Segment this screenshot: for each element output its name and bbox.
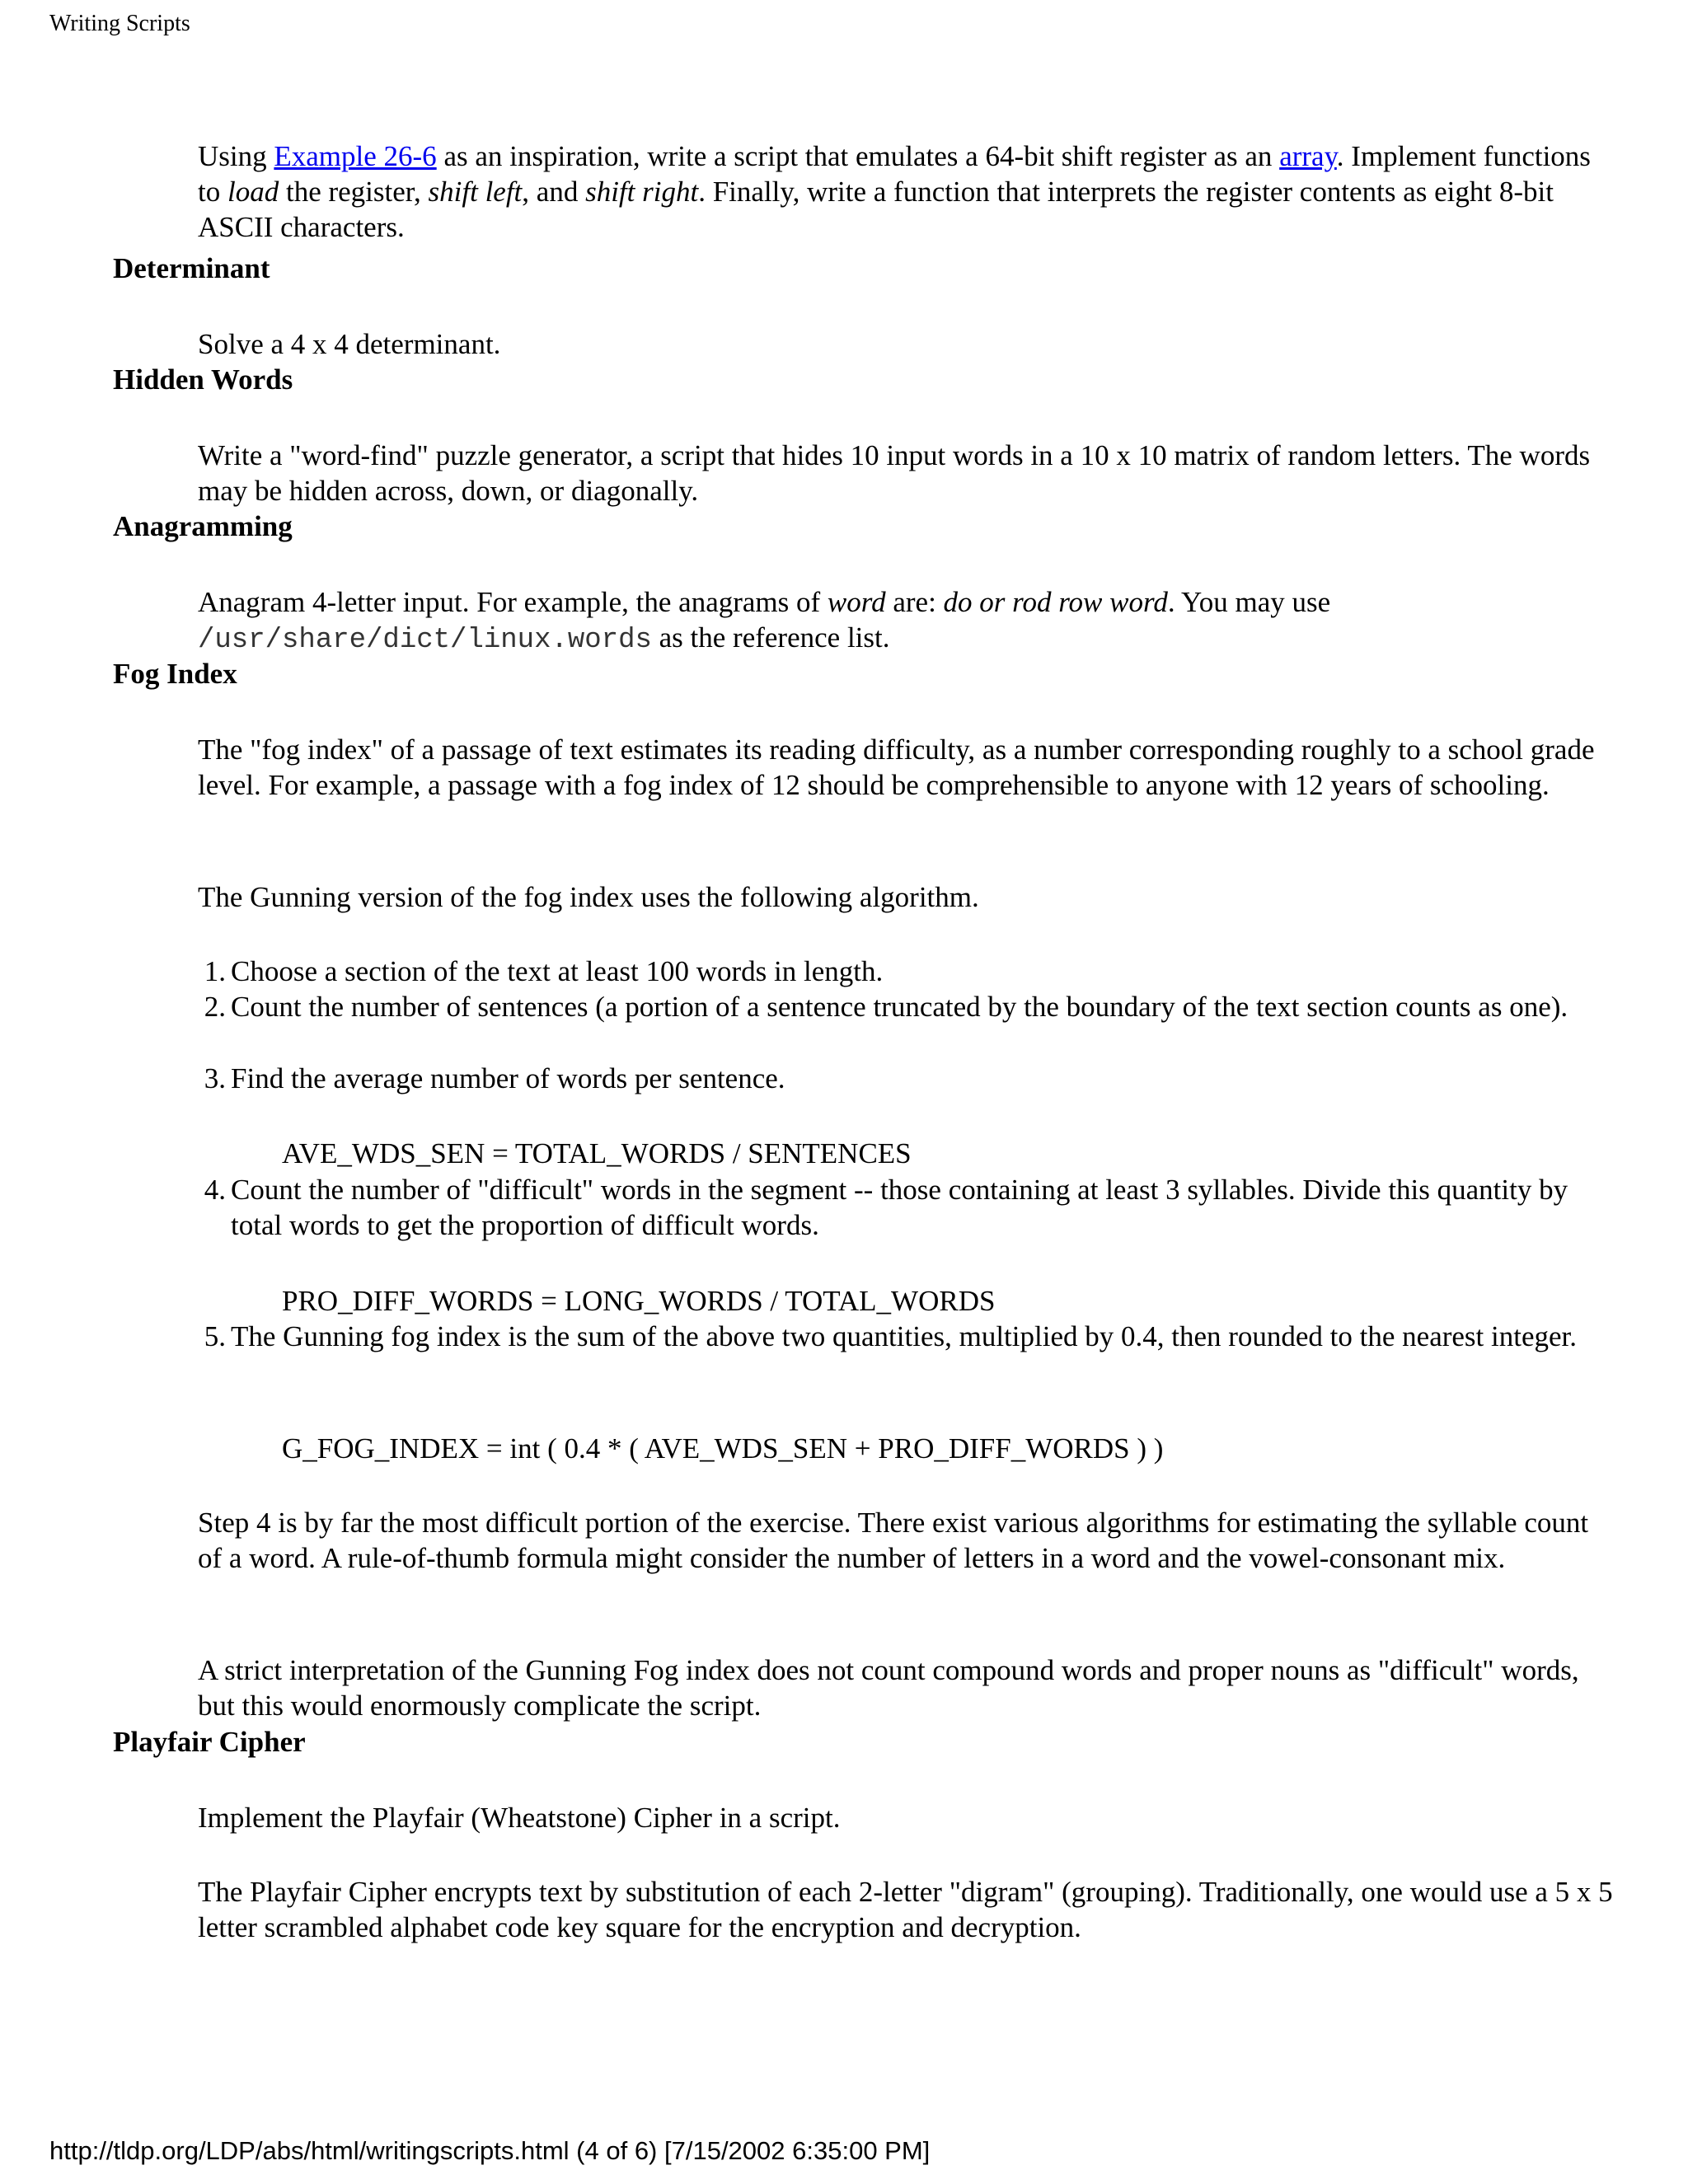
intro-text-1: Using [198, 140, 274, 172]
step-text: Count the number of "difficult" words in the segment -- those containing at least 3 syllables. Divide this quantity by total words to get the proportion of difficult words. [231, 1174, 1568, 1241]
step-number: 3. [204, 1062, 226, 1094]
hidden-words-term: Hidden Words [113, 363, 293, 396]
step-text: The Gunning fog index is the sum of the above two quantities, multiplied by 0.4, then rounded to the nearest integer. [231, 1320, 1578, 1352]
anagram-text-1: Anagram 4-letter input. For example, the anagrams of [198, 586, 828, 618]
algorithm-step-2 [204, 989, 1624, 1024]
ave-wds-sen-formula: AVE_WDS_SEN = TOTAL_WORDS / SENTENCES [282, 1137, 912, 1169]
playfair-cipher-term: Playfair Cipher [113, 1726, 306, 1758]
fog-index-paragraph-4: A strict interpretation of the Gunning Fog index does not count compound words and proper nouns as "difficult" words, but this would enormously complicate the script. [198, 1654, 1579, 1722]
intro-text-2: as an inspiration, write a script that emulates a 64-bit shift register as an [436, 140, 1280, 172]
anagramming-term: Anagramming [113, 510, 293, 542]
g-fog-index-formula: G_FOG_INDEX = int ( 0.4 * ( AVE_WDS_SEN + PRO_DIFF_WORDS ) ) [282, 1432, 1164, 1465]
step-text: Count the number of sentences (a portion of a sentence truncated by the boundary of the text section counts as one). [231, 991, 1568, 1023]
shift-right-emphasis: shift right [585, 176, 699, 208]
page-header-title: Writing Scripts [49, 11, 190, 36]
determinant-term: Determinant [113, 252, 270, 284]
algorithm-step-4 [204, 1172, 1624, 1243]
pro-diff-words-formula: PRO_DIFF_WORDS = LONG_WORDS / TOTAL_WORDS [282, 1285, 996, 1317]
load-emphasis: load [227, 176, 279, 208]
hidden-words-description: Write a "word-find" puzzle generator, a script that hides 10 input words in a 10 x 10 matrix of random letters. The words may be hidden across, down, or diagonally. [198, 439, 1591, 507]
anagram-text-4: as the reference list. [651, 621, 890, 654]
fog-index-paragraph-1: The "fog index" of a passage of text estimates its reading difficulty, as a number corresponding roughly to a school grade level. For example, a passage with a fog index of 12 should be comprehensible to anyone with 12 years of schooling. [198, 733, 1595, 801]
shift-register-description [198, 138, 1615, 245]
algorithm-step-5 [204, 1319, 1624, 1354]
example-26-6-link[interactable]: Example 26-6 [274, 140, 437, 172]
anagram-text-3: . You may use [1167, 586, 1331, 618]
intro-text-5: , and [522, 176, 586, 208]
playfair-paragraph-1: Implement the Playfair (Wheatstone) Cipher in a script. [198, 1802, 841, 1834]
shift-left-emphasis: shift left [428, 176, 523, 208]
step-text: Find the average number of words per sentence. [231, 1062, 785, 1094]
algorithm-step-1 [204, 954, 1624, 989]
anagram-list-emphasis: do or rod row word [943, 586, 1168, 618]
determinant-description: Solve a 4 x 4 determinant. [198, 328, 501, 360]
dictionary-path-code: /usr/share/dict/linux.words [198, 625, 652, 656]
intro-text-4: the register, [279, 176, 429, 208]
array-link[interactable]: array [1279, 140, 1337, 172]
fog-index-paragraph-3: Step 4 is by far the most difficult portion of the exercise. There exist various algorithms for estimating the syllable count of a word. A rule-of-thumb formula might consider the number of letters in a word and the vowel-consonant mix. [198, 1507, 1589, 1574]
step-number: 5. [204, 1320, 226, 1352]
playfair-paragraph-2: The Playfair Cipher encrypts text by substitution of each 2-letter "digram" (grouping). Traditionally, one would use a 5 x 5 letter scrambled alphabet code key square for the encryption and decryption. [198, 1876, 1613, 1943]
step-number: 2. [204, 991, 226, 1023]
anagram-text-2: are: [885, 586, 944, 618]
intro-text-3: . Implement functions to [198, 140, 1591, 208]
step-number: 1. [204, 955, 226, 987]
algorithm-step-3 [204, 1061, 1624, 1096]
fog-index-term: Fog Index [113, 658, 237, 690]
anagramming-description [198, 584, 1615, 658]
word-emphasis: word [827, 586, 886, 618]
intro-text-6: . Finally, write a function that interprets the register contents as eight 8-bit ASCII characters. [198, 176, 1554, 243]
step-text: Choose a section of the text at least 100 words in length. [231, 955, 884, 987]
step-number: 4. [204, 1174, 226, 1206]
page-footer-url: http://tldp.org/LDP/abs/html/writingscripts.html (4 of 6) [7/15/2002 6:35:00 PM] [49, 2136, 931, 2165]
fog-index-paragraph-2: The Gunning version of the fog index uses the following algorithm. [198, 881, 979, 913]
